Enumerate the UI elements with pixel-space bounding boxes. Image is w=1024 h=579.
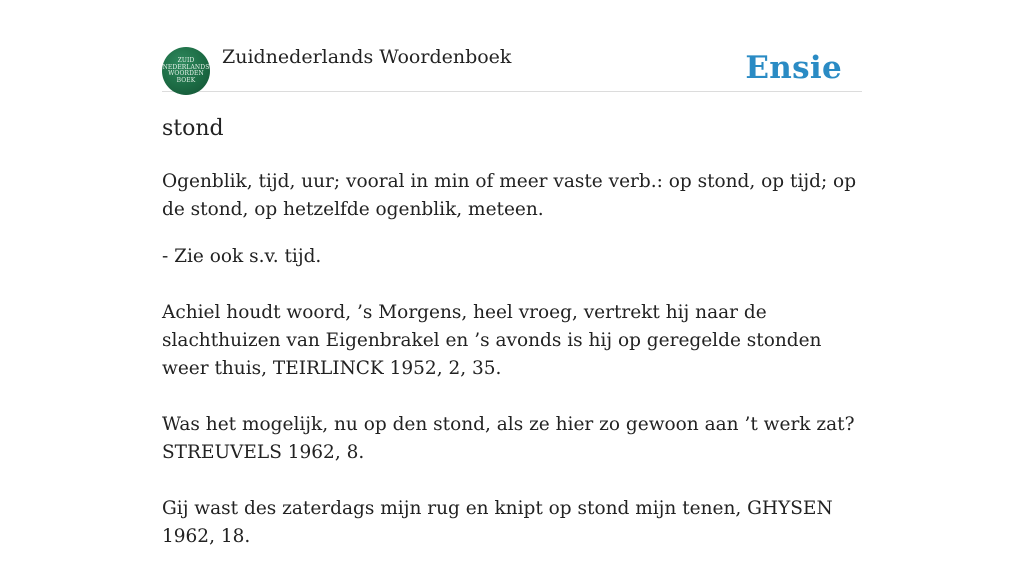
logo-text-line: ZUID	[177, 57, 195, 64]
see-also-text: - Zie ook s.v. tijd.	[162, 246, 322, 267]
header	[162, 44, 862, 92]
entry-definition: Ogenblik, tijd, uur; vooral in min of meer vaste verb.: op stond, op tijd; op de stond, op hetzelfde ogenblik, meteen.	[162, 171, 857, 220]
quote-paragraph: Gij wast des zaterdags mijn rug en knipt op stond mijn tenen, GHYSEN 1962, 18.	[162, 498, 833, 547]
entry-content	[162, 112, 862, 579]
dictionary-logo[interactable]	[162, 47, 210, 95]
entry-headword: stond	[162, 116, 224, 141]
dictionary-name-link[interactable]: Zuidnederlands Woordenboek	[222, 46, 512, 68]
logo-text-line: WOORDEN	[168, 70, 204, 77]
logo-text-line: BOEK	[176, 76, 196, 84]
logo-text-line: NEDERLANDS	[162, 63, 210, 71]
quote-paragraph: Achiel houdt woord, ’s Morgens, heel vroeg, vertrekt hij naar de slachthuizen van Eigenbrakel en ’s avonds is hij op geregelde stonden weer thuis, TEIRLINCK 1952, 2, 35.	[162, 302, 822, 379]
quote-paragraph: Was het mogelijk, nu op den stond, als ze hier zo gewoon aan ’t werk zat? STREUVELS 1962, 8.	[162, 414, 855, 463]
ensie-brand-logo[interactable]: Ensie	[745, 50, 842, 86]
